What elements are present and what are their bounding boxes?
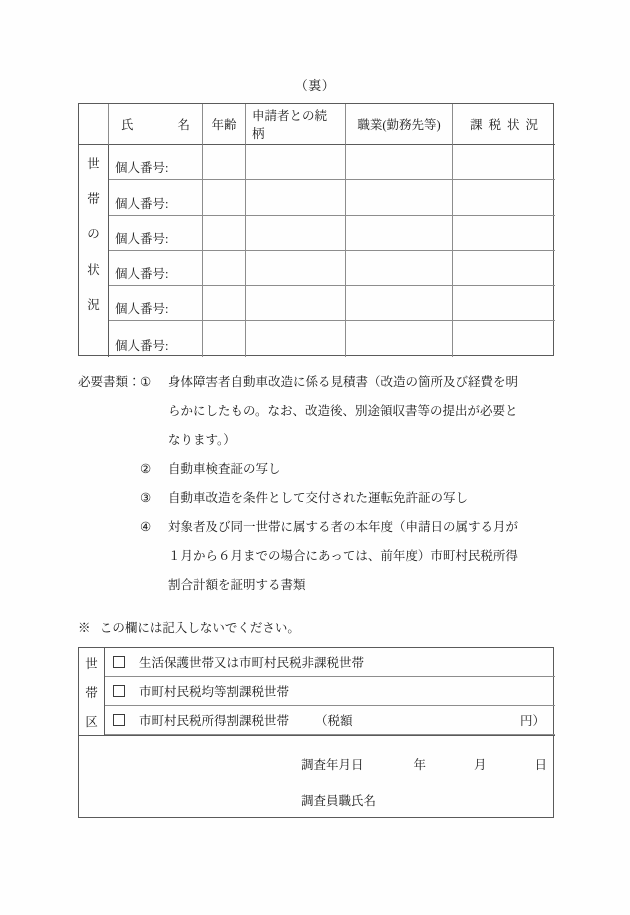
checkbox-icon-income[interactable] bbox=[113, 714, 125, 726]
category-option-row-0[interactable] bbox=[105, 648, 555, 677]
table-row-relationship-5[interactable] bbox=[246, 321, 346, 356]
requirement-marker-2: ② bbox=[140, 462, 152, 476]
table-row-tax-5[interactable] bbox=[453, 321, 555, 356]
tax-amount-unit: 円） bbox=[519, 714, 545, 728]
header-name bbox=[109, 104, 203, 145]
requirement-text-4-2: １月から６月までの場合にあっては、前年度）市町村民税所得 bbox=[168, 549, 518, 563]
header-age: 年齢 bbox=[203, 104, 246, 145]
requirement-marker-1: ① bbox=[140, 375, 152, 389]
requirement-text-4-3: 割合計額を証明する書類 bbox=[168, 578, 306, 592]
requirement-item-1-line-2 bbox=[78, 397, 558, 426]
note-text: この欄には記入しないでください。 bbox=[99, 621, 300, 635]
table-row-occupation-3[interactable] bbox=[346, 251, 453, 286]
table-row-tax-2[interactable] bbox=[453, 216, 555, 251]
table-row-name-1[interactable]: 個人番号: bbox=[109, 180, 203, 215]
survey-inspector-label: 調査員職氏名 bbox=[301, 794, 377, 808]
requirement-text-4-1: 対象者及び同一世帯に属する者の本年度（申請日の属する月が bbox=[168, 520, 519, 534]
table-row-name-3[interactable]: 個人番号: bbox=[109, 251, 203, 286]
requirement-item-1-line-3 bbox=[78, 426, 558, 455]
category-option-label-0: 生活保護世帯又は市町村民税非課税世帯 bbox=[139, 656, 365, 670]
requirement-text-1-1: 身体障害者自動車改造に係る見積書（改造の箇所及び経費を明 bbox=[168, 375, 519, 389]
requirement-marker-3: ③ bbox=[140, 491, 152, 505]
survey-inspector-line bbox=[301, 791, 376, 809]
survey-date-label: 調査年月日 bbox=[301, 758, 364, 772]
household-vlabel-4: 況 bbox=[79, 286, 109, 321]
header-name-last: 名 bbox=[177, 118, 190, 132]
household-vlabel-3: 状 bbox=[79, 251, 109, 286]
required-documents-label: 必要書類： bbox=[78, 375, 141, 389]
survey-box bbox=[79, 735, 555, 819]
requirement-item-4-line-3 bbox=[78, 571, 558, 600]
table-row-occupation-0[interactable] bbox=[346, 145, 453, 180]
category-option-row-2[interactable] bbox=[105, 706, 555, 735]
page-marker: （裏） bbox=[294, 78, 336, 93]
table-row-name-2[interactable]: 個人番号: bbox=[109, 216, 203, 251]
category-option-row-1[interactable] bbox=[105, 677, 555, 706]
requirement-item-2-line-1 bbox=[78, 455, 558, 484]
household-vlabel-1: 帯 bbox=[79, 180, 109, 215]
table-row-relationship-3[interactable] bbox=[246, 251, 346, 286]
table-row-age-1[interactable] bbox=[203, 180, 246, 215]
table-row-occupation-4[interactable] bbox=[346, 286, 453, 321]
office-use-note bbox=[78, 618, 300, 636]
table-row-relationship-1[interactable] bbox=[246, 180, 346, 215]
requirement-item-4-line-1 bbox=[78, 513, 558, 542]
header-tax-status bbox=[453, 104, 555, 145]
header-name-first: 氏 bbox=[121, 118, 134, 132]
header-tax-status-label: 課税状況 bbox=[469, 118, 544, 132]
requirement-text-1-2: らかにしたもの。なお、改造後、別途領収書等の提出が必要と bbox=[168, 404, 518, 418]
table-row-age-2[interactable] bbox=[203, 216, 246, 251]
note-marker: ※ bbox=[78, 621, 91, 635]
table-row-relationship-4[interactable] bbox=[246, 286, 346, 321]
household-status-table bbox=[78, 103, 554, 356]
household-vlabel-2: の bbox=[79, 216, 109, 251]
survey-month-unit[interactable]: 月 bbox=[474, 758, 487, 772]
requirement-text-3-1: 自動車改造を条件として交付された運転免許証の写し bbox=[168, 491, 469, 505]
category-option-label-2: 市町村民税所得割課税世帯 bbox=[139, 714, 290, 728]
table-row-age-5[interactable] bbox=[203, 321, 246, 356]
table-row-occupation-1[interactable] bbox=[346, 180, 453, 215]
household-category-table bbox=[78, 647, 554, 818]
survey-date-line bbox=[301, 755, 547, 773]
table-row-occupation-5[interactable] bbox=[346, 321, 453, 356]
requirement-text-1-3: なります。） bbox=[168, 433, 236, 447]
table-row-tax-1[interactable] bbox=[453, 180, 555, 215]
table-row-relationship-2[interactable] bbox=[246, 216, 346, 251]
checkbox-icon-percapita[interactable] bbox=[113, 685, 125, 697]
survey-day-unit[interactable]: 日 bbox=[534, 758, 548, 772]
household-vlabel-5 bbox=[79, 321, 109, 356]
table-row-age-4[interactable] bbox=[203, 286, 246, 321]
table-row-name-4[interactable]: 個人番号: bbox=[109, 286, 203, 321]
category-vlabel-0: 世 bbox=[79, 648, 105, 677]
table-row-age-0[interactable] bbox=[203, 145, 246, 180]
table-row-age-3[interactable] bbox=[203, 251, 246, 286]
table-row-tax-0[interactable] bbox=[453, 145, 555, 180]
table-row-tax-4[interactable] bbox=[453, 286, 555, 321]
table-row-name-5[interactable]: 個人番号: bbox=[109, 321, 203, 356]
requirement-item-3-line-1 bbox=[78, 484, 558, 513]
household-vlabel-0: 世 bbox=[79, 145, 109, 180]
tax-amount-label: （税額 bbox=[315, 714, 353, 728]
requirement-text-2-1: 自動車検査証の写し bbox=[168, 462, 281, 476]
category-vlabel-1: 帯 bbox=[79, 677, 105, 706]
category-option-label-1: 市町村民税均等割課税世帯 bbox=[139, 685, 290, 699]
household-corner-cell bbox=[79, 104, 109, 145]
required-documents-section bbox=[78, 368, 558, 600]
category-vlabel-2: 区 bbox=[79, 706, 105, 735]
survey-year-unit[interactable]: 年 bbox=[413, 758, 427, 772]
header-occupation: 職業(勤務先等) bbox=[346, 104, 453, 145]
requirement-item-4-line-2 bbox=[78, 542, 558, 571]
requirement-item-1-line-1 bbox=[78, 368, 558, 397]
table-row-tax-3[interactable] bbox=[453, 251, 555, 286]
table-row-relationship-0[interactable] bbox=[246, 145, 346, 180]
table-row-name-0[interactable]: 個人番号: bbox=[109, 145, 203, 180]
header-relationship: 申請者との続柄 bbox=[246, 104, 346, 145]
table-row-occupation-2[interactable] bbox=[346, 216, 453, 251]
requirement-marker-4: ④ bbox=[140, 520, 152, 534]
checkbox-icon-welfare[interactable] bbox=[113, 656, 125, 668]
